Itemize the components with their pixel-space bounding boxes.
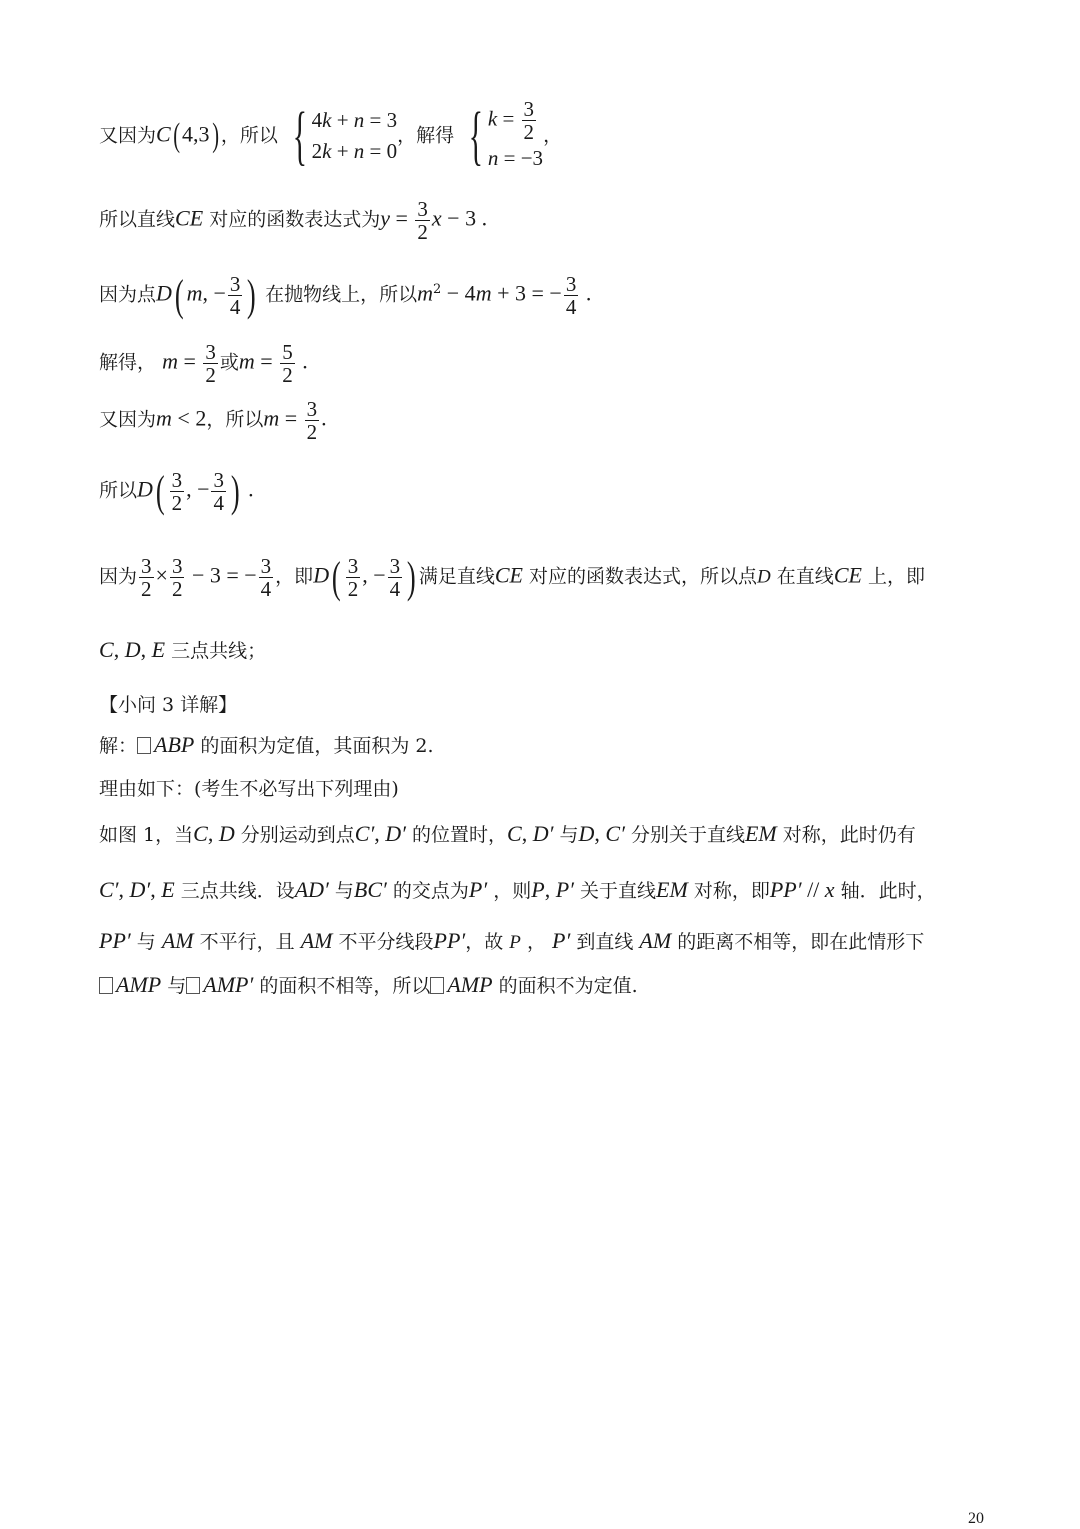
line-4: 解得， m = $\frac{3}{2}$ 或m = $\frac{5}{2}$ .: [99, 340, 308, 388]
line-7: 因为 $\frac{3}{2}$ × $\frac{3}{2}$ − 3 = − $\frac{3}{4}$ ，即D( $\frac{3}{2}$ , − $\frac{3}{4}$ ) 满足直线CE 对应的函数表达式，所以点D 在直线CE 上，即: [99, 553, 925, 602]
line-8: C, D, E 三点共线；: [99, 637, 267, 662]
line-12: 如图 1，当C, D 分别运动到点C′, D′ 的位置时，C, D′ 与D, C′ 分别关于直线EM 对称，此时仍有: [99, 821, 916, 846]
page-number: 20: [968, 1510, 984, 1527]
line-10: 解： ABP 的面积为定值，其面积为 2.: [99, 732, 434, 757]
triangle-symbol-icon: [430, 977, 444, 994]
line-15: AMP 与 AMP′ 的面积不相等，所以 AMP 的面积不为定值.: [99, 971, 638, 998]
line-5: 又因为m < 2，所以m = $\frac{3}{2}$ .: [99, 397, 327, 445]
line-11: 理由如下：(考生不必写出下列理由): [99, 778, 399, 800]
line-6: 所以D( $\frac{3}{2}$ , − $\frac{3}{4}$ ) .: [99, 467, 254, 516]
equation-system-2: { k = $\frac{3}{2}$ n = −3: [468, 97, 544, 173]
line-3: 因为点D( m, − $\frac{3}{4}$ ) 在抛物线上，所以$m^2 - 4m + 3$ = − $\frac{3}{4}$ .: [99, 271, 592, 320]
triangle-symbol-icon: [137, 737, 151, 754]
triangle-symbol-icon: [186, 977, 200, 994]
equation-system-1: { 4k + n = 3 2k + n = 0: [292, 99, 398, 173]
triangle-symbol-icon: [99, 977, 113, 994]
line-1: 又因为C( 4,3) ，所以 { 4k + n = 3 2k + n = 0 ，解得 { k = $\frac{3}{2}$ n = −3 ，: [99, 98, 562, 175]
line-14: PP′ 与 AM 不平行，且 AM 不平分线段PP′，故 P ， P′ 到直线 AM 的距离不相等，即在此情形下: [99, 928, 925, 953]
section-heading: 【小问 3 详解】: [99, 694, 238, 716]
line-13: C′, D′, E 三点共线．设AD′ 与BC′ 的交点为P′ ，则P, P′ 关于直线EM 对称，即PP′ // x 轴．此时，: [99, 877, 936, 902]
line-2: 所以直线CE 对应的函数表达式为y = $\frac{3}{2}$ x − 3 .: [99, 197, 488, 245]
